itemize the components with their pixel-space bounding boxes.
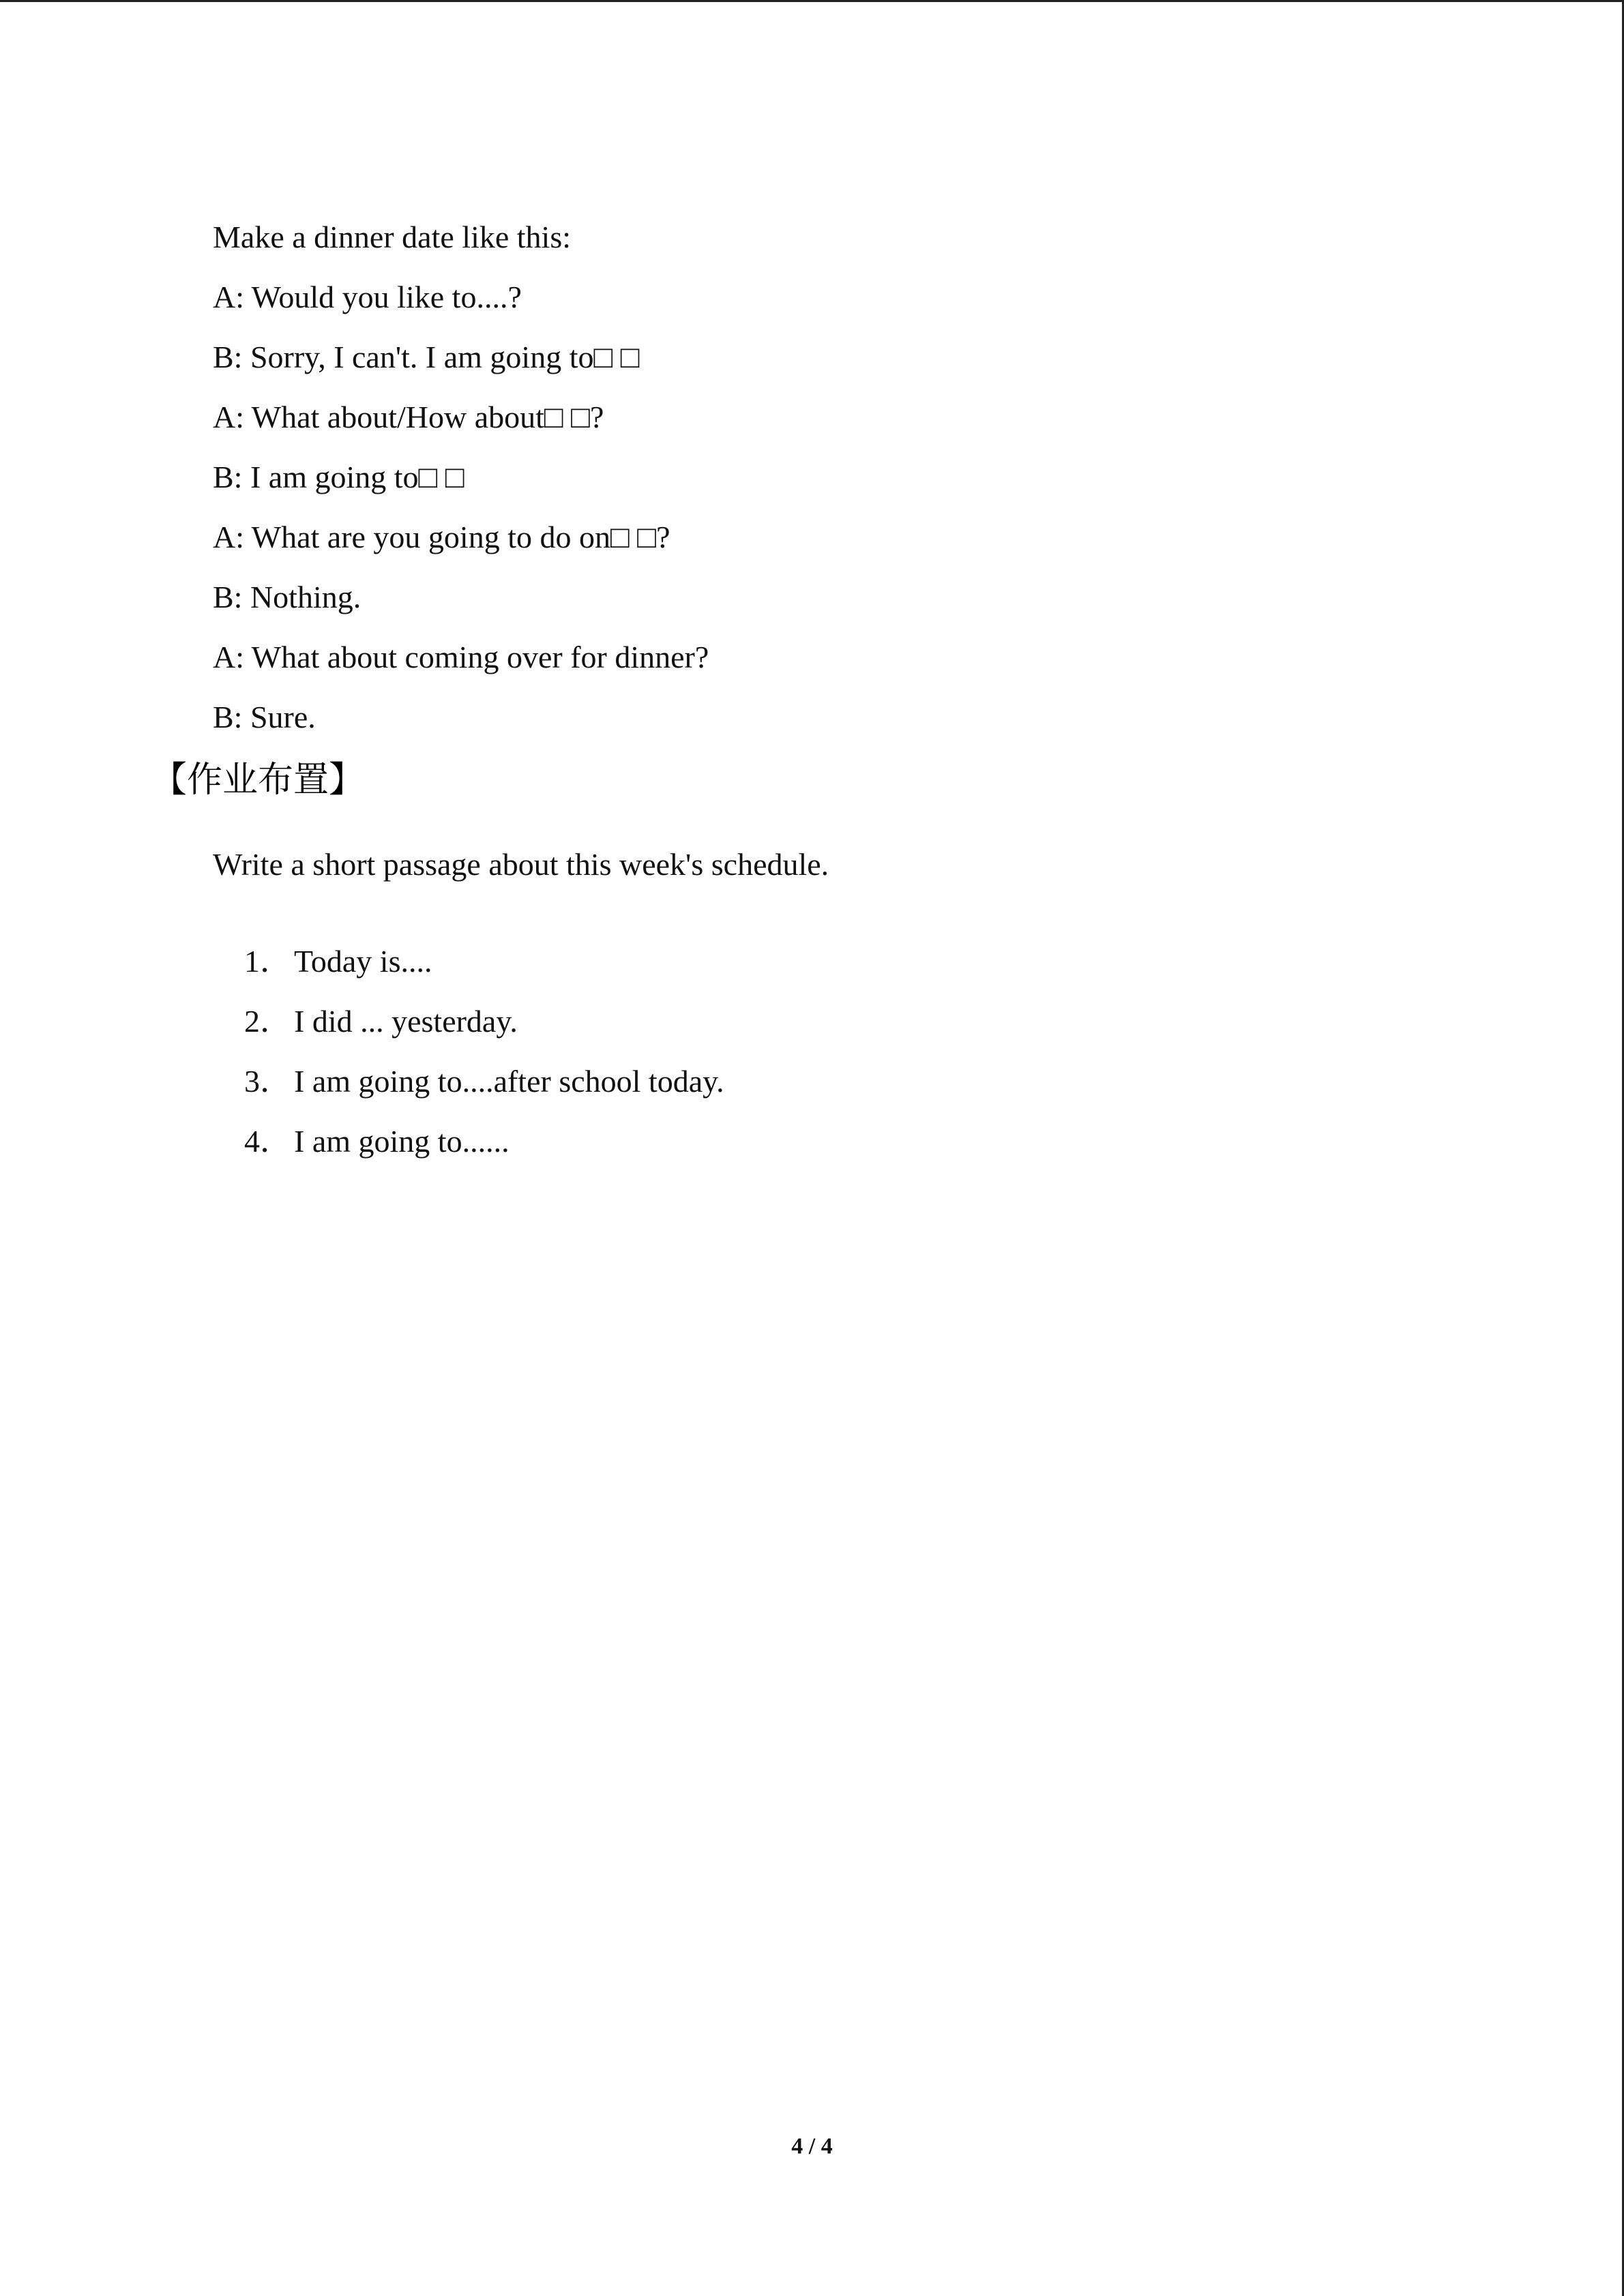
homework-heading: 【作业布置】 <box>151 760 365 801</box>
homework-item-text: I am going to....after school today. <box>294 1064 724 1099</box>
dialogue-line: B: I am going to□ □ <box>213 460 464 494</box>
page-top-border <box>0 0 1624 2</box>
homework-item-number: 1． <box>244 944 291 979</box>
dialogue-line: B: Sure. <box>213 700 316 734</box>
homework-item <box>213 1084 510 1199</box>
dialogue-line: A: What about/How about□ □? <box>213 400 604 434</box>
dialogue-line: A: What are you going to do on□ □? <box>213 520 670 554</box>
page-number: 4 / 4 <box>791 2134 833 2159</box>
homework-item-text: I am going to...... <box>294 1124 510 1159</box>
dialogue-line: A: Would you like to....? <box>213 280 522 314</box>
dialogue-line: B: Nothing. <box>213 580 361 614</box>
homework-item-number: 3． <box>244 1064 291 1099</box>
homework-item-number: 4． <box>244 1124 291 1159</box>
dialogue-line: B: Sorry, I can't. I am going to□ □ <box>213 340 640 374</box>
homework-instruction: Write a short passage about this week's schedule. <box>213 847 829 882</box>
homework-item-text: Today is.... <box>294 944 432 979</box>
homework-item-text: I did ... yesterday. <box>294 1004 518 1039</box>
dialogue-line: A: What about coming over for dinner? <box>213 640 709 674</box>
homework-item-number: 2． <box>244 1004 291 1039</box>
dialogue-intro: Make a dinner date like this: <box>213 220 572 254</box>
